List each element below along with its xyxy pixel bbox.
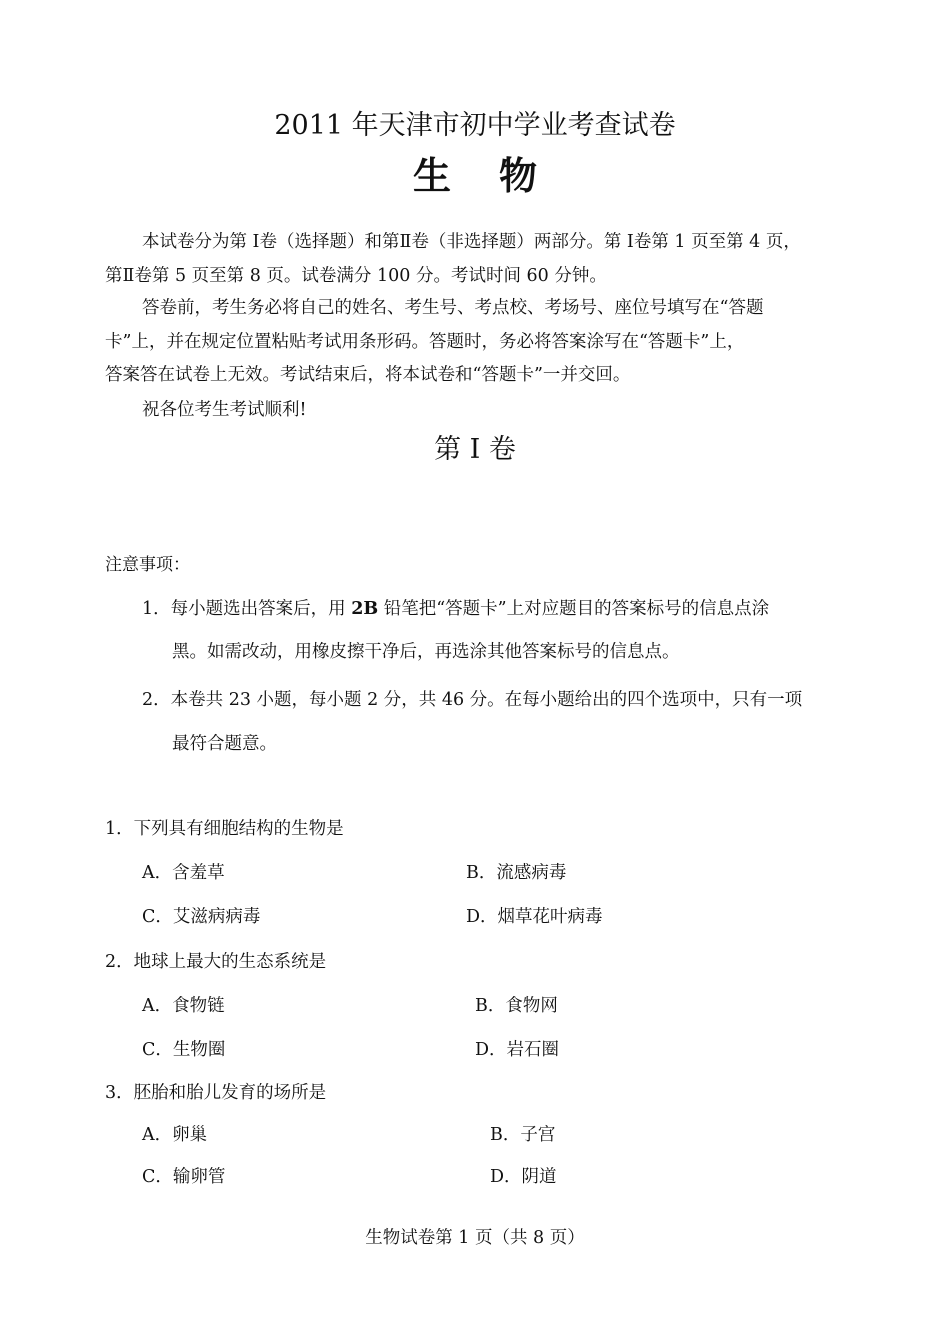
- question-2-option-b: B．食物网: [475, 996, 558, 1016]
- intro-line-3: 答卷前，考生务必将自己的姓名、考生号、考点校、考场号、座位号填写在“答题: [142, 298, 764, 318]
- note-2-text: 本卷共 23 小题，每小题 2 分，共 46 分。在每小题给出的四个选项中，只有一项: [170, 690, 803, 710]
- question-1-option-b: B．流感病毒: [466, 863, 567, 883]
- question-1-option-a: A．含羞草: [142, 863, 225, 883]
- intro-line-4: 卡”上，并在规定位置粘贴考试用条形码。答题时，务必将答案涂写在“答题卡”上，: [105, 332, 745, 352]
- question-2-option-c: C．生物圈: [142, 1040, 226, 1060]
- note-item-1-continued: 黑。如需改动，用橡皮擦干净后，再选涂其他答案标号的信息点。: [172, 642, 680, 662]
- question-3-option-b: B．子宫: [490, 1125, 556, 1145]
- note-item-2: [142, 688, 802, 712]
- subject-title: [0, 152, 950, 200]
- question-3-stem: 3．胚胎和胎儿发育的场所是: [105, 1083, 327, 1103]
- subject-char-2: 物: [499, 154, 538, 198]
- question-3-option-a: A．卵巢: [142, 1125, 208, 1145]
- notes-heading: 注意事项：: [105, 555, 190, 575]
- note-1-text-pre: 每小题选出答案后，用: [170, 599, 352, 619]
- question-1-stem: 1．下列具有细胞结构的生物是: [105, 819, 344, 839]
- note-item-1: [142, 597, 769, 621]
- note-item-2-continued: 最符合题意。: [172, 734, 277, 754]
- note-1-pencil-grade: 2B: [351, 599, 379, 619]
- question-3-option-d: D．阴道: [490, 1167, 557, 1187]
- exam-title: 2011 年天津市初中学业考查试卷: [274, 110, 676, 141]
- note-1-number: 1．: [142, 599, 171, 619]
- intro-line-5: 答案答在试卷上无效。考试结束后，将本试卷和“答题卡”一并交回。: [105, 365, 631, 385]
- question-2-option-d: D．岩石圈: [475, 1040, 560, 1060]
- intro-line-1: 本试卷分为第 I卷（选择题）和第Ⅱ卷（非选择题）两部分。第 I卷第 1 页至第 4 页，: [142, 232, 801, 252]
- question-2-stem: 2．地球上最大的生态系统是: [105, 952, 327, 972]
- question-2-option-a: A．食物链: [142, 996, 225, 1016]
- question-1-option-d: D．烟草花叶病毒: [466, 907, 603, 927]
- question-3-option-c: C．输卵管: [142, 1167, 226, 1187]
- subject-char-1: 生: [412, 154, 451, 198]
- intro-line-2: 第Ⅱ卷第 5 页至第 8 页。试卷满分 100 分。考试时间 60 分钟。: [105, 266, 607, 286]
- question-1-option-c: C．艾滋病病毒: [142, 907, 261, 927]
- page-footer: 生物试卷第 1 页（共 8 页）: [365, 1228, 585, 1248]
- note-1-text-post: 铅笔把“答题卡”上对应题目的答案标号的信息点涂: [378, 599, 770, 619]
- note-2-number: 2．: [142, 690, 171, 710]
- section-title: 第 I 卷: [434, 434, 516, 465]
- intro-line-6: 祝各位考生考试顺利!: [142, 400, 307, 420]
